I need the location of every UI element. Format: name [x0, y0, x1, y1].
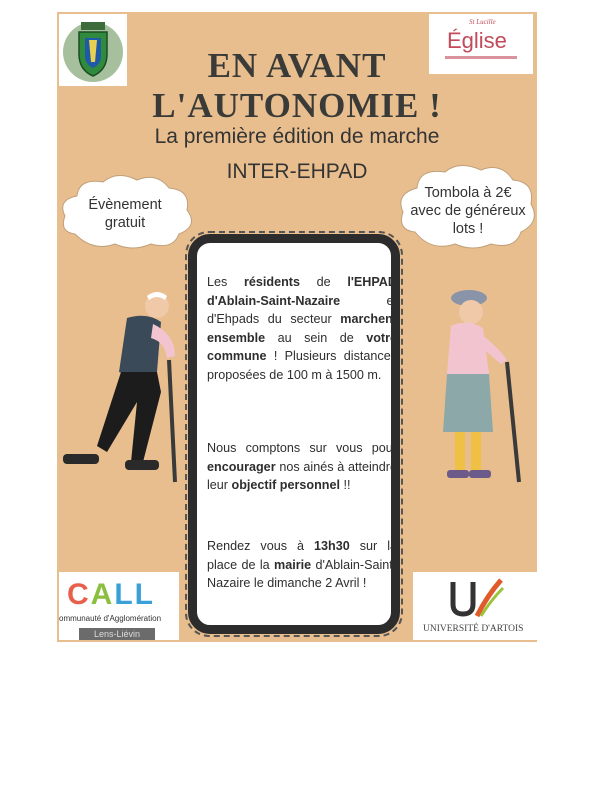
cloud-left-line-2: gratuit	[104, 215, 146, 231]
call-logo	[59, 572, 179, 640]
cloud-left-line-1: Évènement	[88, 197, 162, 213]
p1-s2: de	[299, 275, 348, 289]
p3-s1: 13h30	[314, 539, 350, 553]
artois-logo	[413, 572, 537, 640]
poster	[57, 12, 537, 642]
p2-s1: encourager	[207, 459, 276, 474]
p3-s0: Rendez vous à	[207, 539, 314, 553]
p2-s0: Nous comptons sur vous pour	[207, 441, 397, 455]
p2-s2: nos ainés à atteindre leur	[207, 459, 397, 492]
p2-s3: objectif personnel	[231, 478, 340, 492]
p3-s3: mairie	[274, 557, 312, 572]
cloud-left-text	[65, 196, 185, 232]
eglise-logo-text: Église	[447, 28, 507, 53]
elderly-man-illustration	[57, 282, 187, 492]
p1-s7: votre commune	[207, 330, 397, 363]
cloud-right-text	[405, 184, 531, 238]
paragraph-1	[207, 273, 397, 384]
p1-s5: marchent ensemble	[207, 312, 397, 345]
p1-s4: et d'Ehpads du secteur	[207, 293, 397, 326]
phone-frame	[188, 234, 400, 634]
call-logo-subtitle: ommunauté d'Agglomération	[59, 614, 162, 623]
artois-mark-icon	[447, 576, 507, 620]
subtitle-line-2: INTER-EHPAD	[226, 160, 368, 183]
elderly-woman-illustration	[407, 282, 537, 492]
paragraph-2	[207, 439, 397, 495]
p2-s4: !!	[339, 478, 351, 492]
cloud-right-line-2: avec de généreux	[410, 203, 526, 219]
title-line-2: L'AUTONOMIE !	[152, 86, 442, 125]
call-logo-bar: Lens-Liévin	[79, 628, 155, 640]
p3-s4: d'Ablain-Saint-Nazaire le dimanche 2 Avril !	[207, 557, 397, 590]
call-logo-letters: CALL	[67, 578, 155, 611]
cloud-right-line-3: lots !	[452, 221, 484, 237]
artois-logo-text: UNIVERSITÉ D'ARTOIS	[423, 624, 524, 634]
paragraph-3	[207, 537, 397, 593]
cloud-right-line-1: Tombola à 2€	[424, 185, 512, 201]
p1-s3: l'EHPAD d'Ablain-Saint-Nazaire	[207, 275, 397, 308]
title-line-1: EN AVANT	[207, 46, 387, 85]
eglise-small-text: St Lucille	[469, 18, 496, 26]
p1-s6: au sein de	[265, 330, 367, 345]
p3-s2: sur la place de la	[207, 539, 398, 572]
p1-s0: Les	[207, 275, 244, 289]
p1-s1: résidents	[243, 275, 300, 289]
p1-s8: ! Plusieurs distances proposées de 100 m à 1500 m.	[207, 349, 397, 382]
subtitle-line-1: La première édition de marche	[154, 125, 440, 148]
